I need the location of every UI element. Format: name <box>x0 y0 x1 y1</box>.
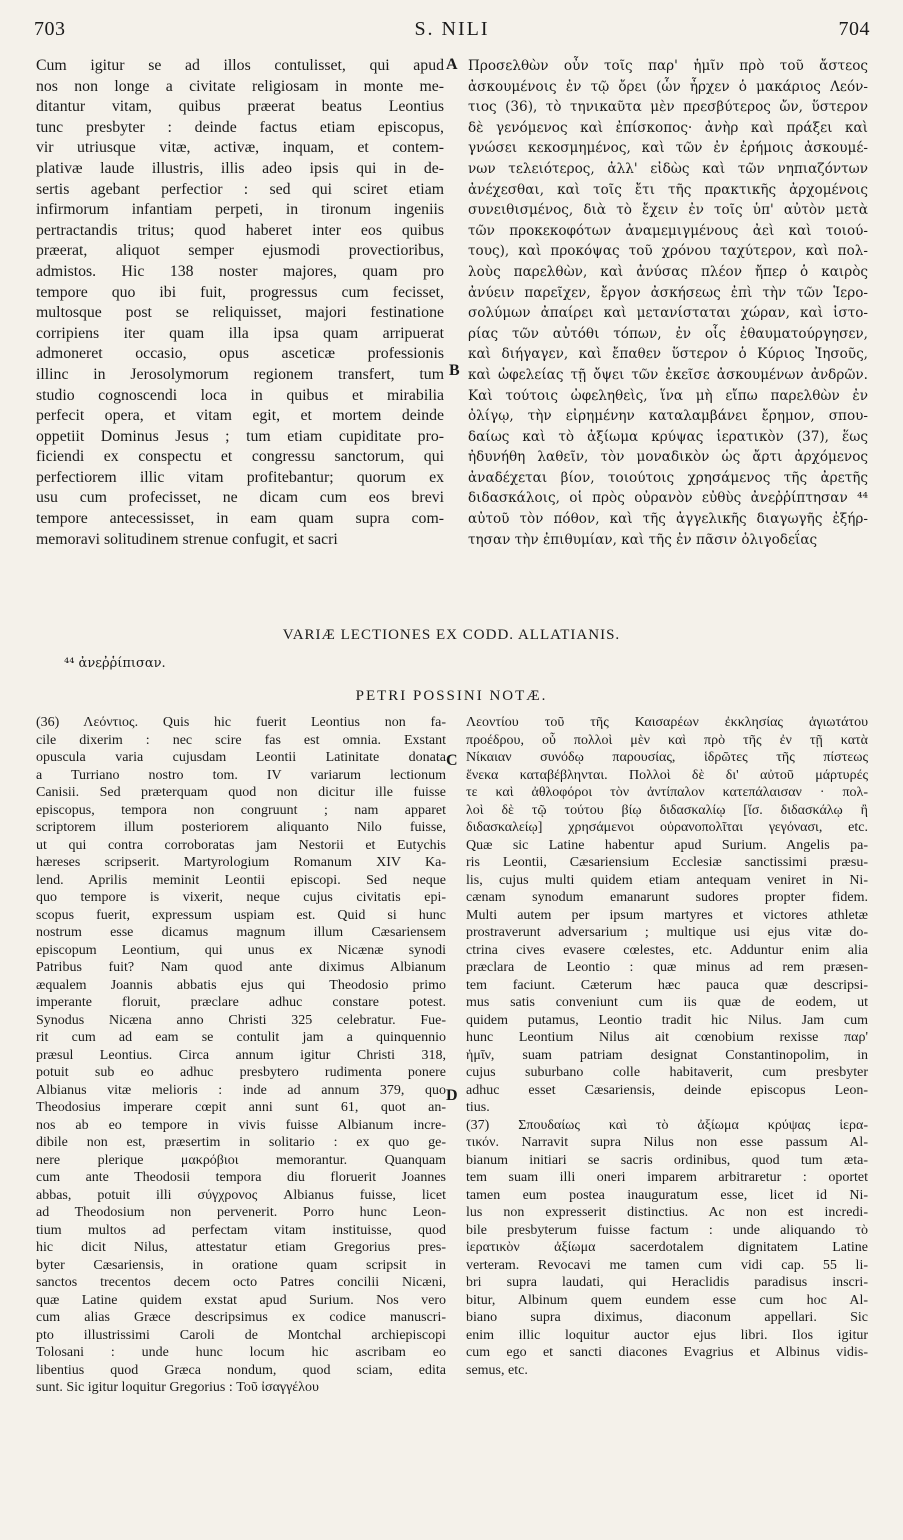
margin-letter-a: A <box>446 56 458 73</box>
notes-right-column <box>466 714 868 1379</box>
latin-text-line: admoneret occasio, opus asceticæ professionis <box>36 345 444 363</box>
note-line: tamen eum postea inauguratum esse, licet id Ni- <box>466 1187 868 1203</box>
note-line: sunt. Sic igitur loquitur Gregorius : Τοῦ ἰσαγγέλου <box>36 1380 319 1395</box>
latin-text-line: perfecit opera, et vitam egit, et mortem deinde <box>36 407 444 425</box>
note-line: æqualem Joannis abbatis ejus qui Theodosio primo <box>36 977 446 993</box>
note-line: cile dixerim : nec scire fas est omnia. Exstant <box>36 732 446 748</box>
latin-text-line: sertis agebant perfectior : sed qui sciret etiam <box>36 180 444 198</box>
note-line: semus, etc. <box>466 1362 528 1378</box>
note-line: Λεοντίου τοῦ τῆς Καισαρέων ἐκκλησίας ἁγιωτάτου <box>466 715 868 730</box>
note-line: tius. <box>466 1100 490 1115</box>
note-line: (36) Λεόντιος. Quis hic fuerit Leontius non fa- <box>36 715 446 730</box>
latin-text-line: memoravi solitudinem strenue confugit, et sacri <box>36 530 338 548</box>
greek-text-line: ἀνέχεσθαι, καὶ τοῖς ἔτι τῆς πρακτικῆς ἀρχομένοις <box>468 181 868 198</box>
note-line: bianum initiari se sacris ordinibus, quod tum æta- <box>466 1152 868 1168</box>
note-line: adhuc esset Cæsariensis, deinde episcopus Leon- <box>466 1082 868 1098</box>
note-line: Νίκαιαν συνόδῳ παρουσίας, ἱδρῶτες τῆς πίστεως <box>466 750 868 765</box>
latin-text-line: nos non longe a civitate religiosam in monte me- <box>36 77 444 95</box>
latin-text-line: oppetiit Dominus Jesus ; tum etiam cupiditate pro- <box>36 427 444 445</box>
greek-main-text <box>468 56 868 550</box>
latin-text-line: illinc in Jerosolymorum regionem transfert, tum <box>36 365 444 383</box>
greek-text-line: συνειθισμένος, διὰ τὸ ἔχειν ἐν τοῖς ὑπ' αὐτὸν μετὰ <box>468 202 868 219</box>
note-line: ut qui contra corroboratas jam Nestorii et Eutychis <box>36 837 446 853</box>
latin-text-line: præerat, aliquot semper ejusmodi provectioribus, <box>36 242 444 260</box>
note-line: episcopum Leontium, qui unus ex Nicænæ synodi <box>36 942 446 958</box>
latin-text-line: tunc presbyter : deinde factus etiam episcopus, <box>36 118 444 136</box>
note-line: τικόν. Narravit supra Nilus non esse passum Al- <box>466 1135 868 1150</box>
note-line: a Turriano nostro tom. IV variarum lectionum <box>36 767 446 783</box>
greek-text-line: ἀνύειν παρεῖχεν, ἔργον ἀσκήσεως ἐπὶ τὴν τῶν Ἱερο- <box>468 284 868 301</box>
latin-text-line: tempore quo ibi fuit, progressus cum fecisset, <box>36 283 444 301</box>
greek-text-line: καὶ ὠφελείας τῇ ὄψει τῶν ἐκεῖσε ἀσκουμένων ἀνδρῶν. <box>468 366 868 383</box>
note-line: cum ante Theodosii tempora diu floruerit Joannes <box>36 1170 446 1185</box>
note-line: lis, cujus multi quidem etiam antequam veniret in Ni- <box>466 872 868 888</box>
note-line: opuscula varia cujusdam Leontii Latinitate donata <box>36 750 446 765</box>
note-line: biano supra diximus, diaconum appellari. Sic <box>466 1310 868 1325</box>
variant-reading-note: ⁴⁴ ἀνεῤῥίπισαν. <box>64 656 166 671</box>
note-line: προέδρου, οὗ πολλοὶ μὲν καὶ πρὸ τῆς ἐν τῇ κατὰ <box>466 732 868 748</box>
note-line: Multi autem per ipsum martyres et victores athletæ <box>466 907 868 923</box>
latin-text-line: admistos. Hic 138 noster majores, quam pro <box>36 262 444 280</box>
note-line: hæreses scripserit. Martyrologium Romanum XIV Ka- <box>36 855 446 870</box>
note-line: Patribus fuit? Nam quod ante diximus Albianum <box>36 960 446 975</box>
note-line: quidem putamus, Leontio tradit hic Nilus. Jam cum <box>466 1012 868 1028</box>
note-line: Theodosius imperare cœpit anni sunt 61, quot an- <box>36 1100 446 1115</box>
page-number-right: 704 <box>838 18 870 40</box>
margin-letter-c: C <box>446 752 458 769</box>
note-line: τε καὶ ἀθλοφόροι τὸν ἀντίπαλον κατεπάλαισαν · πολ- <box>466 785 868 800</box>
latin-text-line: tempore antecessisset, in eam quam supra com- <box>36 510 444 528</box>
greek-text-line: τους), καὶ προκόψας τοῦ χρόνου ταχύτερον, καὶ πολ- <box>468 243 868 260</box>
note-line: ad Theodosium non pervenerit. Porro hunc Leon- <box>36 1205 446 1220</box>
note-line: verteram. Revocavi me tamen cum vidi cap. 55 li- <box>466 1257 868 1273</box>
note-line: sanctos trecentos decem octo Patres concilii Nicæni, <box>36 1275 446 1290</box>
greek-text-line: Προσελθὼν οὖν τοῖς παρ' ἡμῖν πρὸ τοῦ ἄστεος <box>468 58 868 74</box>
latin-text-line: studio cognoscendi loca in quibus et mirabilia <box>36 386 444 404</box>
note-line: mus satis conveniunt cum iis quæ de eodem, ut <box>466 995 868 1010</box>
note-line: bri supra laudati, qui Heraclidis paradisus inscri- <box>466 1275 868 1290</box>
note-line: nostrum esse dicamus magnum illum Cæsariensem <box>36 925 446 940</box>
greek-text-line: καὶ διήγαγεν, καὶ ἔπαθεν ὕστερον ὁ Κύριος Ἰησοῦς, <box>468 346 868 363</box>
note-line: quæ Latine quidem exstat apud Surium. Nos vero <box>36 1292 446 1308</box>
note-line: lus non expresserit distinctius. Ac non est incredi- <box>466 1205 868 1220</box>
note-line: enim illic loquitur auctor ejus libri. Ilos igitur <box>466 1327 868 1343</box>
margin-letter-d: D <box>446 1087 458 1104</box>
note-line: potuit sub eo adhuc presbytero rudimenta ponere <box>36 1065 446 1080</box>
greek-text-line: Καὶ τούτοις ὠφεληθεὶς, ἵνα μὴ εἴπω παρελθὼν ἐν <box>468 387 868 404</box>
note-line: bile presbyterum fuisse factum : unde aliquando τὸ <box>466 1222 868 1238</box>
note-line: Canisii. Sed præterquam quod non dicitur ille fuisse <box>36 785 446 800</box>
note-line: præsul Leontius. Circa annum igitur Christi 318, <box>36 1047 446 1063</box>
variae-lectiones-title: VARIÆ LECTIONES EX CODD. ALLATIANIS. <box>282 627 621 643</box>
note-line: rit cum ad eam se contulit jam a quinquennio <box>36 1030 446 1045</box>
greek-text-line: λοὺς παρελθὼν, καὶ ἀνύσας πλέον ἤπερ ὁ καιρὸς <box>468 263 868 280</box>
note-line: διδασκαλείῳ] χρησάμενοι οὐρανοπολῖται γεγόνασι, etc. <box>466 820 868 835</box>
greek-text-line: τιος (36), τὸ τηνικαῦτα μὲν πρεσβύτερος ὤν, ὕστερον <box>468 99 868 116</box>
note-line: scopus fuerit, expressum uspiam est. Quid si hunc <box>36 907 446 923</box>
note-line: byter Cæsariensis, in oratione quam scripsit in <box>36 1257 446 1273</box>
greek-text-line: διδασκάλοις, οἱ πρὸς οὐρανὸν εὐθὺς ἀνεῤῥίπτησαν ⁴⁴ <box>468 490 868 507</box>
note-line: prostraverunt adversarium ; multique usi ejus vitæ do- <box>466 925 868 940</box>
note-line: Tolosani : unde hunc locum hic ascribam eo <box>36 1345 446 1360</box>
latin-text-line: plativæ laude illustris, illis adeo ipsis qui in de- <box>36 159 444 177</box>
greek-text-line: ρίας τῶν αὐτόθι τόπων, ἐν οἷς ἐθαυματούργησεν, <box>468 325 868 342</box>
latin-text-line: perfectiorem illic vitam profitebantur; quorum ex <box>36 468 444 486</box>
note-line: dibile non est, præsertim in solitario : ex quo ge- <box>36 1135 446 1150</box>
note-line: Albianus vitæ melioris : inde ad annum 379, quo <box>36 1082 446 1098</box>
greek-text-line: νων τελειότερος, ἀλλ' εἰδὼς καὶ τῶν νηπιαζόντων <box>468 160 868 177</box>
page-header <box>34 18 870 46</box>
note-line: abbas, potuit illi σύγχρονος Albianus fuisse, licet <box>36 1187 446 1203</box>
note-line: cujus suburbano colle habitaverit, cum presbyter <box>466 1065 868 1080</box>
latin-text-line: Cum igitur se ad illos contulisset, qui apud <box>36 57 444 74</box>
greek-text-line: δὲ γενόμενος καὶ ἐπίσκοπος· ἀνὴρ καὶ πράξει καὶ <box>468 119 868 136</box>
greek-text-line: ἠδυνήθη λαθεῖν, τὸν μοναδικὸν ὡς ἄρτι ἀρχόμενος <box>468 449 868 466</box>
note-line: λοὶ δὲ τῷ τούτου βίῳ διδασκαλίῳ [ἴσ. διδασκάλῳ ἢ <box>466 802 868 818</box>
greek-text-line: ἀναδέχεται βίον, τοιούτοις χρησάμενος τῆς ἀρετῆς <box>468 469 868 486</box>
note-line: quo tempore is vixerit, neque cujus civitatis epi- <box>36 890 446 905</box>
note-line: Synodus Nicæna anno Christi 325 celebratur. Fue- <box>36 1012 446 1028</box>
note-line: cum alias Græce descripsimus ex codice manuscri- <box>36 1310 446 1325</box>
latin-text-line: usu cum profecisset, ne dicam cum eos brevi <box>36 489 444 507</box>
latin-text-line: infirmorum infantiam perpeti, in tironum ingeniis <box>36 201 444 219</box>
notes-left-column <box>36 714 446 1397</box>
note-line: nos ab eo tempore in vivis fuisse Albianum incre- <box>36 1117 446 1133</box>
latin-text-line: multosque post se reliquisset, majori festinatione <box>36 304 444 322</box>
note-line: præclara de Leontio : quæ minus ad rem præsen- <box>466 960 868 975</box>
note-line: ris Leontii, Cæsariensium Ecclesiæ sanctissimi præsu- <box>466 855 868 870</box>
greek-text-line: αὐτοῦ τὸν πόθον, καὶ τῆς ἀγγελικῆς διαγωγῆς ἐξήρ- <box>468 511 868 528</box>
running-title: S. NILI <box>414 18 490 40</box>
note-line: hic dicit Nilus, attestatur etiam Gregorius pres- <box>36 1240 446 1255</box>
note-line: episcopus, tempora non congruunt ; nam apparet <box>36 802 446 818</box>
greek-text-line: τῶν προκεκοφότων ἀναμεμιγμένους ἀεὶ καὶ τοιού- <box>468 222 868 239</box>
latin-text-line: ficiendi ex conspectu et congressu sanctorum, qui <box>36 448 444 466</box>
note-line: pto illustrissimi Caroli de Montchal archiepiscopi <box>36 1327 446 1343</box>
note-line: tem faciunt. Cæterum hæc pauca quæ descripsi- <box>466 977 868 993</box>
greek-text-line: δαίως καὶ τὸ ἀξίωμα κρύψας ἱερατικὸν (37), ἕως <box>468 428 868 445</box>
note-line: ἡμῖν, suam patriam designat Constantinopolim, in <box>466 1047 868 1063</box>
note-line: hunc Leontium Nilus ait cœnobium rexisse παρ' <box>466 1030 868 1045</box>
note-line: libentius quod Græca nondum, quod sciam, edita <box>36 1362 446 1378</box>
note-line: tium multos ad perfectam vitam instituisse, quod <box>36 1222 446 1238</box>
greek-text-line: γνώσει κεκοσμημένος, καὶ τῶν ἐν ἐρήμοις ἀσκουμέ- <box>468 140 868 157</box>
greek-text-line: σολύμων ἀπαίρει καὶ μετανίσταται χώραν, καὶ ἱστο- <box>468 305 868 322</box>
greek-text-line: ἀσκουμένοις ἐν τῷ ὄρει (ὧν ἦρχεν ὁ μακάριος Λεόν- <box>468 78 868 95</box>
greek-text-line: τησαν τὴν ἐπιθυμίαν, καὶ τῆς ἐν πᾶσιν ὀλιγοδεΐας <box>468 531 818 548</box>
note-line: Quæ sic Latine habentur apud Surium. Angelis pa- <box>466 837 868 853</box>
note-line: imperante floruit, præclare adhuc constare potest. <box>36 995 446 1010</box>
note-line: scriptorem illum posteriorem aliquanto Nilo fuisse, <box>36 820 446 835</box>
note-line: ἕνεκα καταβέβληνται. Πολλοὶ δὲ δι' αὐτοῦ μάρτυρές <box>466 767 868 783</box>
note-line: ctrina cives evasere cœlestes, etc. Adduntur enim alia <box>466 942 868 958</box>
page-number-left: 703 <box>34 18 66 40</box>
note-line: tem suam illi oneri imparem arbitraretur : oportet <box>466 1170 868 1185</box>
notes-title: PETRI POSSINI NOTÆ. <box>355 688 548 704</box>
margin-letter-b: B <box>449 362 460 379</box>
note-line: bitur, Albinum quem eundem esse cum hoc Al- <box>466 1292 868 1308</box>
latin-main-text <box>36 56 444 550</box>
note-line: cum ego et sancti diacones Evagrius et Albinus vidis- <box>466 1345 868 1360</box>
latin-text-line: ditantur vitam, quibus præerat beatus Leontius <box>36 98 444 116</box>
note-line: ἱερατικὸν ἀξίωμα sacerdotalem dignitatem Latine <box>466 1240 868 1255</box>
note-line: cænam synodum emanarunt sudores propter fidem. <box>466 890 868 905</box>
note-line: (37) Σπουδαίως καὶ τὸ ἀξίωμα κρύψας ἱερα- <box>466 1117 868 1133</box>
note-line: nere plerique μακρόβιοι memorantur. Quanquam <box>36 1152 446 1168</box>
latin-text-line: vir utriusque vitæ, activæ, inquam, et contem- <box>36 139 444 157</box>
latin-text-line: corripiens iter quam illa ipsa quam arripuerat <box>36 324 444 342</box>
greek-text-line: ὀλίγῳ, τὴν εἰρημένην καταλαμβάνει ἔρημον, σπου- <box>468 408 868 425</box>
latin-text-line: pertractandis tritus; quod haberet inter eos quibus <box>36 221 444 239</box>
note-line: lend. Aprilis meminit Leontii episcopi. Sed neque <box>36 872 446 888</box>
